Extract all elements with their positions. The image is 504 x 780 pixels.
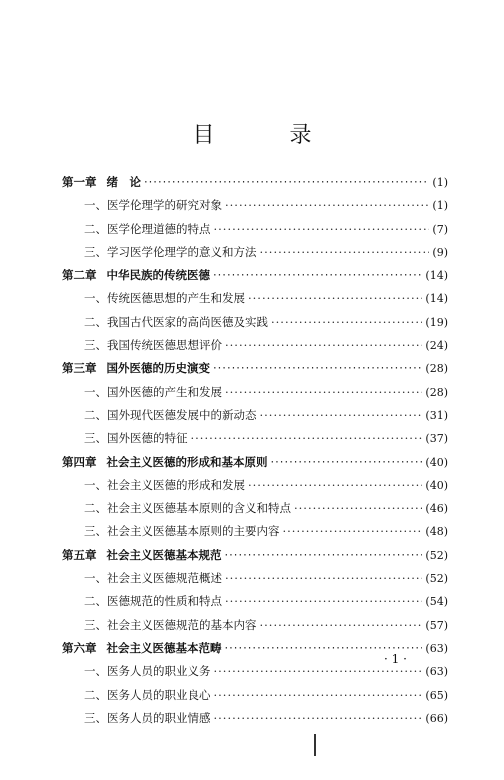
section-title: 一、医学伦理学的研究对象: [84, 198, 222, 213]
page-ref: (7): [432, 222, 448, 236]
page-ref: (66): [425, 711, 448, 725]
toc-section-row: [62, 474, 448, 497]
section-title: 三、我国传统医德思想评价: [84, 338, 222, 353]
dot-leader: [260, 241, 430, 264]
dot-leader: [225, 544, 423, 567]
page-number: · 1 ·: [384, 652, 407, 666]
section-title: 三、医务人员的职业情感: [84, 710, 211, 725]
toc-section-row: [62, 520, 448, 543]
chapter-number: 第五章: [62, 547, 97, 562]
page-ref: (31): [425, 408, 448, 422]
section-title: 二、医务人员的职业良心: [84, 687, 211, 702]
section-title: 一、社会主义医德规范概述: [84, 571, 222, 586]
page-ref: (57): [425, 618, 448, 632]
section-title: 三、社会主义医德规范的基本内容: [84, 617, 257, 632]
toc-section-row: [62, 707, 448, 730]
page-ref: (52): [425, 572, 448, 586]
toc-section-row: [62, 311, 448, 334]
page-ref: (24): [425, 339, 448, 353]
toc-section-row: [62, 684, 448, 707]
toc-section-row: [62, 287, 448, 310]
section-title: 三、国外医德的特征: [84, 431, 188, 446]
toc-section-row: [62, 427, 448, 450]
page-ref: (28): [425, 362, 448, 376]
page-ref: (40): [425, 478, 448, 492]
chapter-title: 中华民族的传统医德: [106, 268, 210, 283]
page-ref: (48): [425, 525, 448, 539]
dot-leader: [225, 194, 429, 217]
page-ref: (40): [425, 455, 448, 469]
toc-chapter-row: [62, 357, 448, 380]
page-ref: (14): [425, 292, 448, 306]
chapter-title: 社会主义医德基本范畴: [106, 640, 222, 655]
toc-section-row: [62, 334, 448, 357]
page-ref: (65): [425, 688, 448, 702]
toc-section-row: [62, 590, 448, 613]
section-title: 一、传统医德思想的产生和发展: [84, 291, 245, 306]
page-ref: (46): [425, 502, 448, 516]
page-ref: (54): [425, 595, 448, 609]
chapter-number: 第三章: [62, 361, 97, 376]
chapter-title: 国外医德的历史演变: [106, 361, 210, 376]
dot-leader: [248, 287, 422, 310]
chapter-title: 社会主义医德基本规范: [106, 547, 222, 562]
page-ref: (9): [432, 245, 448, 259]
toc-chapter-row: [62, 451, 448, 474]
page-ref: (14): [425, 269, 448, 283]
toc-section-row: [62, 194, 448, 217]
dot-leader: [144, 171, 429, 194]
section-title: 二、医学伦理道德的特点: [84, 221, 211, 236]
page-ref: (1): [432, 176, 448, 189]
section-title: 三、学习医学伦理学的意义和方法: [84, 244, 257, 259]
dot-leader: [260, 404, 423, 427]
page-ref: (52): [425, 548, 448, 562]
dot-leader: [260, 614, 423, 637]
dot-leader: [225, 381, 422, 404]
toc-chapter-row: [62, 544, 448, 567]
dot-leader: [225, 567, 422, 590]
dot-leader: [214, 684, 423, 707]
page-ref: (1): [432, 199, 448, 213]
dot-leader: [225, 334, 422, 357]
table-of-contents: [62, 171, 448, 730]
binding-mark: [314, 734, 316, 756]
dot-leader: [271, 451, 423, 474]
page-title: 目 录: [192, 123, 346, 148]
page-ref: (63): [425, 641, 448, 655]
chapter-title: 社会主义医德的形成和基本原则: [106, 454, 268, 469]
dot-leader: [248, 474, 422, 497]
toc-section-row: [62, 241, 448, 264]
chapter-number: 第一章: [62, 175, 97, 189]
chapter-number: 第二章: [62, 268, 97, 283]
toc-chapter-row: [62, 264, 448, 287]
toc-section-row: [62, 497, 448, 520]
dot-leader: [283, 520, 423, 543]
section-title: 二、医德规范的性质和特点: [84, 594, 222, 609]
toc-section-row: [62, 218, 448, 241]
chapter-number: 第六章: [62, 640, 97, 655]
dot-leader: [271, 311, 422, 334]
page-ref: (19): [425, 315, 448, 329]
section-title: 二、国外现代医德发展中的新动态: [84, 407, 257, 422]
toc-section-row: [62, 614, 448, 637]
page-ref: (63): [425, 665, 448, 679]
page-ref: (28): [425, 385, 448, 399]
dot-leader: [214, 707, 423, 730]
toc-section-row: [62, 567, 448, 590]
page-ref: (37): [425, 432, 448, 446]
chapter-number: 第四章: [62, 454, 97, 469]
dot-leader: [213, 264, 422, 287]
chapter-title: 绪 论: [106, 175, 141, 189]
dot-leader: [225, 590, 422, 613]
section-title: 一、国外医德的产生和发展: [84, 384, 222, 399]
toc-section-row: [62, 381, 448, 404]
toc-section-row: [62, 404, 448, 427]
dot-leader: [191, 427, 423, 450]
dot-leader: [294, 497, 422, 520]
section-title: 二、我国古代医家的高尚医德及实践: [84, 314, 268, 329]
section-title: 一、社会主义医德的形成和发展: [84, 477, 245, 492]
toc-chapter-row: [62, 171, 448, 194]
dot-leader: [214, 218, 430, 241]
section-title: 一、医务人员的职业义务: [84, 664, 211, 679]
section-title: 二、社会主义医德基本原则的含义和特点: [84, 501, 291, 516]
section-title: 三、社会主义医德基本原则的主要内容: [84, 524, 280, 539]
dot-leader: [213, 357, 422, 380]
